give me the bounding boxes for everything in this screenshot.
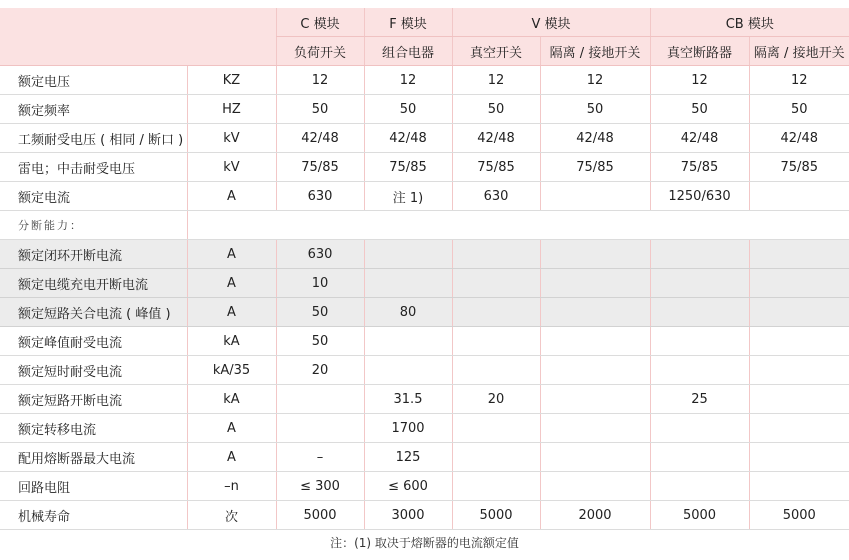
value-cell [749,443,849,472]
row-label: 配用熔断器最大电流 [0,443,187,472]
value-cell [650,414,749,443]
row-label: 回路电阻 [0,472,187,501]
value-cell: 注 1) [364,182,452,211]
row-label: 额定短路开断电流 [0,385,187,414]
value-cell [749,269,849,298]
value-cell [540,356,650,385]
table-row [0,501,849,530]
value-cell: 42/48 [650,124,749,153]
value-cell [749,240,849,269]
row-unit: KZ [187,66,276,95]
value-cell: 12 [364,66,452,95]
table-row [0,182,849,211]
value-cell: 630 [276,182,364,211]
value-cell: 50 [276,95,364,124]
value-cell [276,414,364,443]
value-cell: ≤ 600 [364,472,452,501]
module-header: F 模块 [364,8,452,37]
value-cell: 12 [276,66,364,95]
row-label: 额定电缆充电开断电流 [0,269,187,298]
value-cell [364,356,452,385]
sub-header: 隔离 / 接地开关 [749,37,849,66]
value-cell [749,356,849,385]
row-unit: kV [187,153,276,182]
row-unit: A [187,269,276,298]
value-cell [540,298,650,327]
value-cell [650,472,749,501]
value-cell [452,414,540,443]
value-cell [749,414,849,443]
value-cell: 50 [749,95,849,124]
value-cell: ≤ 300 [276,472,364,501]
value-cell: 20 [276,356,364,385]
value-cell: 3000 [364,501,452,530]
row-unit: kA/35 [187,356,276,385]
table-row [0,356,849,385]
table-row [0,385,849,414]
section-blank [187,211,849,240]
row-unit: A [187,298,276,327]
value-cell [540,414,650,443]
module-header: CB 模块 [650,8,849,37]
sub-header: 负荷开关 [276,37,364,66]
value-cell: 1250/630 [650,182,749,211]
row-label: 额定频率 [0,95,187,124]
value-cell: 5000 [276,501,364,530]
row-label: 工频耐受电压 ( 相同 / 断口 ) [0,124,187,153]
value-cell [650,298,749,327]
footnote: 注：(1) 取决于熔断器的电流额定值 [330,536,519,550]
row-label: 机械寿命 [0,501,187,530]
row-unit: A [187,240,276,269]
value-cell: 42/48 [276,124,364,153]
table-row [0,153,849,182]
value-cell [452,298,540,327]
sub-header: 组合电器 [364,37,452,66]
header-row-modules [0,8,849,37]
header-blank [0,8,276,37]
row-label: 额定闭环开断电流 [0,240,187,269]
value-cell: 75/85 [650,153,749,182]
value-cell [749,182,849,211]
section-row [0,211,849,240]
value-cell [364,240,452,269]
value-cell [650,356,749,385]
row-unit: –n [187,472,276,501]
sub-header: 隔离 / 接地开关 [540,37,650,66]
value-cell [452,356,540,385]
table-row [0,327,849,356]
section-label: 分断能力： [0,211,187,240]
value-cell [650,443,749,472]
row-unit: HZ [187,95,276,124]
value-cell: 42/48 [452,124,540,153]
sub-header: 真空开关 [452,37,540,66]
value-cell [540,182,650,211]
value-cell [650,327,749,356]
value-cell [650,269,749,298]
value-cell [540,385,650,414]
table-row [0,124,849,153]
value-cell: – [276,443,364,472]
table-row [0,240,849,269]
value-cell [540,472,650,501]
row-unit: A [187,443,276,472]
header-row-subs [0,37,849,66]
table-row [0,66,849,95]
table-row [0,414,849,443]
spec-table [0,8,849,530]
value-cell [452,327,540,356]
value-cell [650,240,749,269]
value-cell: 75/85 [364,153,452,182]
value-cell: 125 [364,443,452,472]
value-cell: 42/48 [540,124,650,153]
value-cell: 630 [276,240,364,269]
value-cell [749,385,849,414]
table-row [0,95,849,124]
value-cell [749,298,849,327]
value-cell [452,269,540,298]
value-cell [749,472,849,501]
value-cell [452,443,540,472]
sub-header: 真空断路器 [650,37,749,66]
value-cell [364,269,452,298]
table-row [0,472,849,501]
value-cell [540,240,650,269]
value-cell: 25 [650,385,749,414]
value-cell: 5000 [452,501,540,530]
value-cell: 42/48 [364,124,452,153]
row-unit: 次 [187,501,276,530]
value-cell: 12 [749,66,849,95]
value-cell: 630 [452,182,540,211]
table-row [0,298,849,327]
value-cell: 5000 [749,501,849,530]
row-label: 雷电；中击耐受电压 [0,153,187,182]
value-cell: 12 [650,66,749,95]
value-cell: 50 [452,95,540,124]
value-cell [540,443,650,472]
header-blank [0,37,276,66]
table-row [0,269,849,298]
row-unit: A [187,414,276,443]
module-header: C 模块 [276,8,364,37]
spec-table-body [0,8,849,530]
row-label: 额定电压 [0,66,187,95]
row-label: 额定短路关合电流 ( 峰值 ) [0,298,187,327]
row-unit: kA [187,327,276,356]
value-cell [276,385,364,414]
value-cell: 75/85 [540,153,650,182]
table-row [0,443,849,472]
value-cell [749,327,849,356]
module-header: V 模块 [452,8,650,37]
value-cell [364,327,452,356]
value-cell: 2000 [540,501,650,530]
value-cell: 12 [540,66,650,95]
value-cell: 42/48 [749,124,849,153]
row-label: 额定短时耐受电流 [0,356,187,385]
row-label: 额定电流 [0,182,187,211]
value-cell [540,269,650,298]
value-cell: 75/85 [276,153,364,182]
value-cell: 50 [650,95,749,124]
row-label: 额定峰值耐受电流 [0,327,187,356]
value-cell: 75/85 [749,153,849,182]
value-cell: 20 [452,385,540,414]
value-cell: 75/85 [452,153,540,182]
row-unit: kV [187,124,276,153]
value-cell: 50 [364,95,452,124]
value-cell: 50 [540,95,650,124]
value-cell: 80 [364,298,452,327]
value-cell: 1700 [364,414,452,443]
value-cell [452,240,540,269]
value-cell [452,472,540,501]
row-unit: kA [187,385,276,414]
value-cell: 12 [452,66,540,95]
value-cell: 50 [276,298,364,327]
value-cell: 5000 [650,501,749,530]
row-label: 额定转移电流 [0,414,187,443]
value-cell: 31.5 [364,385,452,414]
row-unit: A [187,182,276,211]
value-cell [540,327,650,356]
value-cell: 50 [276,327,364,356]
value-cell: 10 [276,269,364,298]
